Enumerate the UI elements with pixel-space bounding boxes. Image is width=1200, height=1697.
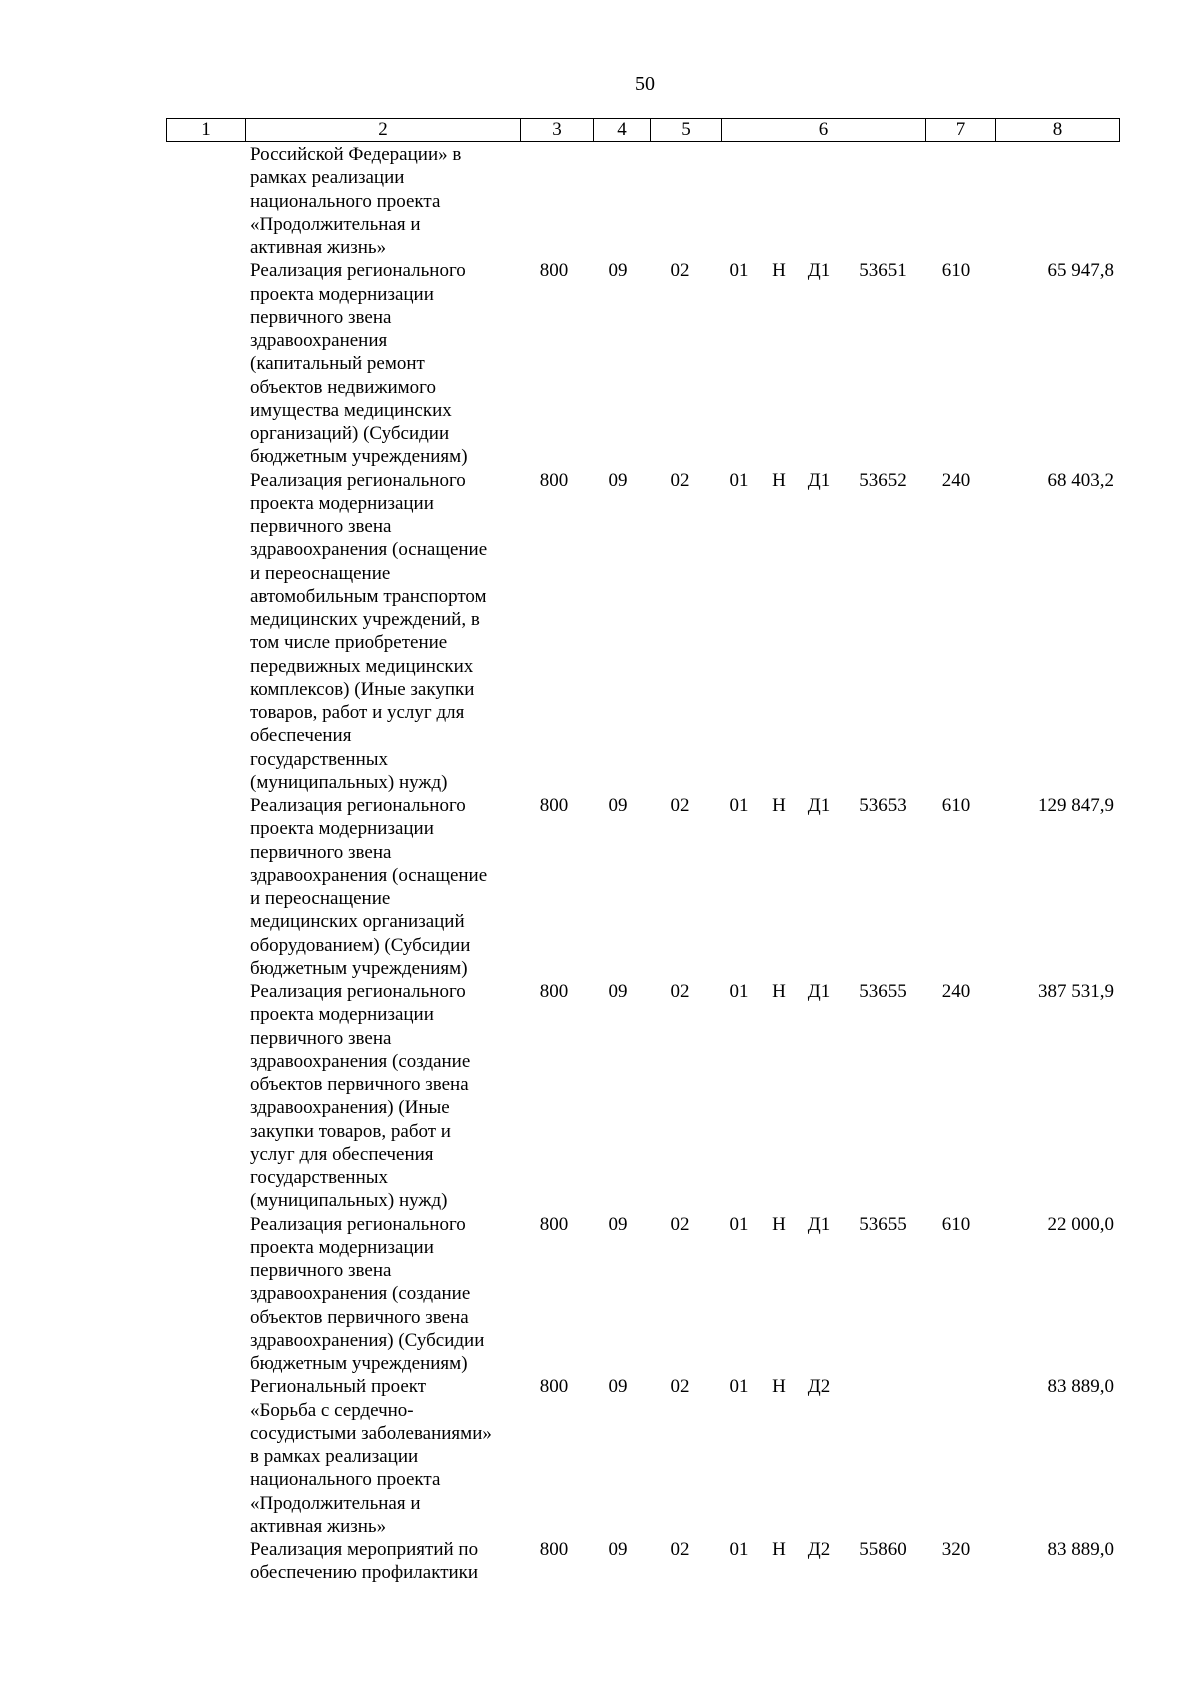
column-header-3: 3 [521, 119, 594, 141]
cell-col3: 800 [539, 1213, 569, 1235]
row-description: Реализация регионального проекта модернизации первичного звена здравоохранения (оснащение и переоснащение автомобильным транспортом медицинских учреждений, в том числе приобретение передвижных медицинских комплексов) (Иные закупки товаров, работ и услуг для обеспечения государственных (муниципальных) нужд) [250, 469, 488, 793]
row-description: Реализация регионального проекта модернизации первичного звена здравоохранения (создание объектов первичного звена здравоохранения) (Субсидии бюджетным учреждениям) [250, 1213, 485, 1374]
cell-col6-code: 53655 [859, 1213, 907, 1235]
table-row [0, 1213, 1200, 1376]
cell-col6-program: 01 [729, 1213, 749, 1235]
cell-col5: 02 [670, 1213, 690, 1235]
cell-col6-project: Д1 [807, 981, 831, 1002]
cell-col8-amount: 68 403,2 [1047, 469, 1114, 491]
cell-col6-letter: Н [772, 260, 786, 282]
cell-col6-project: Д1 [807, 469, 831, 491]
cell-col7: 240 [941, 981, 971, 1002]
column-header-4: 4 [594, 119, 651, 141]
cell-col5: 02 [670, 1539, 690, 1560]
cell-col5: 02 [670, 795, 690, 816]
cell-col6-letter: Н [772, 795, 786, 816]
cell-col3: 800 [539, 260, 569, 282]
table-body [0, 143, 1200, 1585]
table-row [0, 1375, 1200, 1538]
cell-col8-amount: 83 889,0 [1047, 1539, 1114, 1560]
cell-col4: 09 [608, 260, 628, 282]
row-description: Реализация регионального проекта модернизации первичного звена здравоохранения (капитальный ремонт объектов недвижимого имущества медицинских организаций) (Субсидии бюджетным учреждениям) [250, 260, 468, 468]
cell-col6-letter: Н [772, 469, 786, 491]
page-number: 50 [635, 73, 655, 95]
cell-col6-code: 53652 [859, 469, 907, 491]
table-row [0, 259, 1200, 468]
cell-col6-project: Д2 [807, 1376, 831, 1398]
cell-col6-project: Д1 [807, 1213, 831, 1235]
column-header-5: 5 [651, 119, 722, 141]
cell-col4: 09 [608, 795, 628, 816]
cell-col3: 800 [539, 795, 569, 816]
cell-col7: 240 [941, 469, 971, 491]
cell-col6-program: 01 [729, 795, 749, 816]
cell-col5: 02 [670, 981, 690, 1002]
column-header-1: 1 [167, 119, 246, 141]
row-description: Реализация мероприятий по обеспечению профилактики [250, 1539, 479, 1584]
cell-col6-program: 01 [729, 1376, 749, 1398]
table-row [0, 469, 1200, 795]
cell-col6-letter: Н [772, 981, 786, 1002]
cell-col6-program: 01 [729, 1539, 749, 1560]
table-row [0, 980, 1200, 1213]
cell-col8-amount: 129 847,9 [1038, 795, 1114, 816]
column-header-8: 8 [1052, 119, 1063, 140]
cell-col8-amount: 83 889,0 [1047, 1376, 1114, 1398]
cell-col6-code: 53653 [859, 795, 907, 816]
row-description: Реализация регионального проекта модернизации первичного звена здравоохранения (оснащение и переоснащение медицинских организаций оборудованием) (Субсидии бюджетным учреждениям) [250, 795, 488, 979]
cell-col5: 02 [670, 469, 690, 491]
cell-col6-program: 01 [729, 469, 749, 491]
cell-col3: 800 [539, 981, 569, 1002]
cell-col7: 320 [941, 1539, 971, 1560]
cell-col8-amount: 65 947,8 [1047, 260, 1114, 282]
row-description: Российской Федерации» в рамках реализации национального проекта «Продолжительная и активная жизнь» [250, 144, 462, 258]
cell-col7: 610 [941, 795, 971, 816]
cell-col3: 800 [539, 1539, 569, 1560]
table-header-row [166, 118, 1120, 142]
table-row [0, 794, 1200, 980]
cell-col8-amount: 387 531,9 [1038, 981, 1114, 1002]
cell-col8-amount: 22 000,0 [1047, 1213, 1114, 1235]
column-header-7: 7 [926, 119, 996, 141]
table-row [0, 1538, 1200, 1585]
cell-col6-project: Д1 [807, 795, 831, 816]
cell-col6-code: 53651 [859, 260, 907, 282]
cell-col6-code: 53655 [859, 981, 907, 1002]
cell-col7: 610 [941, 1213, 971, 1235]
row-description: Региональный проект «Борьба с сердечно- сосудистыми заболеваниями» в рамках реализации национального проекта «Продолжительная и активная жизнь» [250, 1376, 492, 1537]
cell-col6-letter: Н [772, 1376, 786, 1398]
cell-col4: 09 [608, 469, 628, 491]
cell-col3: 800 [539, 469, 569, 491]
cell-col6-program: 01 [729, 260, 749, 282]
cell-col6-letter: Н [772, 1539, 786, 1560]
column-header-2: 2 [246, 119, 521, 141]
column-header-6: 6 [722, 119, 926, 141]
cell-col6-program: 01 [729, 981, 749, 1002]
cell-col4: 09 [608, 1539, 628, 1560]
cell-col7: 610 [941, 260, 971, 282]
cell-col4: 09 [608, 1376, 628, 1398]
cell-col6-letter: Н [772, 1213, 786, 1235]
cell-col4: 09 [608, 1213, 628, 1235]
row-description: Реализация регионального проекта модернизации первичного звена здравоохранения (создание объектов первичного звена здравоохранения) (Иные закупки товаров, работ и услуг для обеспечения государственных (муниципальных) нужд) [250, 981, 471, 1212]
cell-col5: 02 [670, 260, 690, 282]
cell-col6-project: Д2 [807, 1539, 831, 1560]
cell-col3: 800 [539, 1376, 569, 1398]
cell-col6-project: Д1 [807, 260, 831, 282]
table-row [0, 143, 1200, 259]
cell-col6-code: 55860 [859, 1539, 907, 1560]
cell-col5: 02 [670, 1376, 690, 1398]
cell-col4: 09 [608, 981, 628, 1002]
